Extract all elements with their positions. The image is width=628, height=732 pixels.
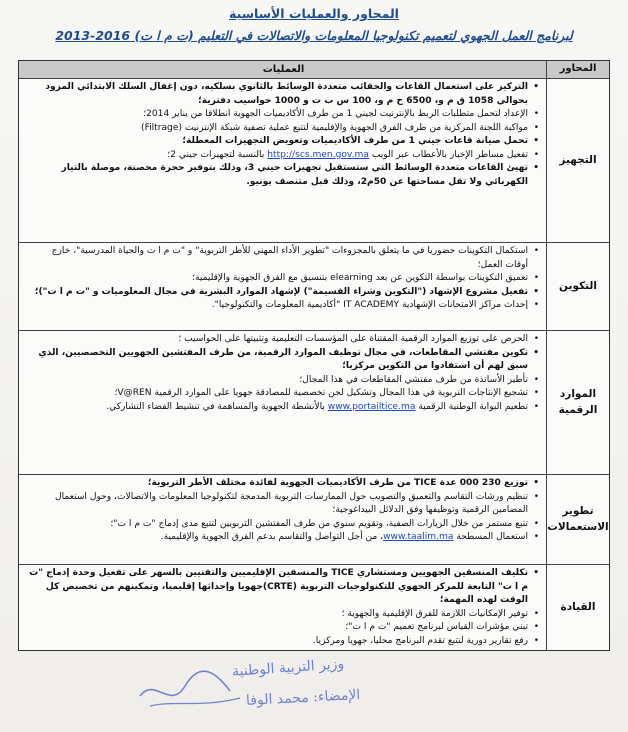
axis-cell: القيادة — [546, 565, 609, 650]
list-item: • إحداث مراكز الامتحانات الإشهادية IT ACADEMY "أكاديمية المعلومات والتكنولوجيا". — [27, 299, 540, 313]
list-item: • تتبع مستمر من خلال الزيارات الصفية، وتقويم سنوي من طرف المفتشين التربويين لتتبع مدى إدماج "ت م ا ت"؛ — [27, 518, 540, 532]
list-item: • توزيع 230 000 عدة TICE من طرف الأكاديميات الجهوية لفائدة مختلف الأطر التربوية؛ — [27, 477, 540, 491]
table-row-leadership — [19, 565, 609, 650]
list-item: • تكليف المنسقين الجهويين ومستشاري TICE والمنسقين الإقليميين والتقنيين بالسهر على تفعيل وحدة إدماج "ت م ا ت" التابعة للمركز الجهوي للتكنولوجيات التربوية (CRTE)جهويا وإحداثها إقليميا، وتمكينهم من تخصيص كل الوقت لهذه المهمة؛ — [27, 567, 540, 608]
operations-cell — [19, 243, 546, 330]
operations-list — [27, 81, 540, 189]
taalim-link[interactable]: www.taalim.ma — [383, 532, 454, 542]
list-item: • تبني مؤشرات القياس لبرنامج تعميم "ت م ا ت"؛ — [27, 621, 540, 635]
list-item: • توفير الإمكانيات اللازمة للفرق الإقليمية والجهوية ؛ — [27, 608, 540, 622]
list-item-text: استعمال المسطحة — [453, 532, 528, 542]
signature-scribble-icon — [130, 656, 250, 716]
list-item: • الإعداد لتحمل متطلبات الربط بالإنترنيت لجيني 1 من طرف الأكاديميات الجهوية انطلاقا من يناير 2014؛ — [27, 108, 540, 122]
list-item: • تفعيل مشروع الإشهاد ("التكوين وشراء القسيمة") لإشهاد الموارد البشرية في مجال المعلوميات و "ت م ا ت")؛ — [27, 286, 540, 300]
column-header-operations: العمليات — [262, 64, 305, 75]
document-title: المحاور والعمليات الأساسية — [229, 6, 399, 21]
table-row-equipment — [19, 79, 609, 243]
signature-text: الإمضاء: محمد الوفا — [245, 687, 361, 709]
ministry-stamp-text: وزير التربية الوطنية — [231, 656, 345, 680]
axis-cell: التكوين — [546, 243, 609, 330]
operations-cell — [19, 475, 546, 564]
operations-list — [27, 477, 540, 545]
scs-link[interactable]: http://scs.men.gov.ma — [267, 149, 369, 160]
table-row-training — [19, 243, 609, 331]
list-item-text: بالنسبة لتجهيزات جيني 2؛ — [167, 149, 268, 160]
list-item: • الحرص على توزيع الموارد الرقمية المقتناة على المؤسسات التعليمية وتثبيتها على الحواسيب ؛ — [27, 333, 540, 347]
table-row-usage-development — [19, 475, 609, 565]
list-item — [27, 149, 540, 163]
list-item — [27, 401, 540, 415]
list-item: • مواكبة اللجنة المركزية من طرف الفرق الجهوية والإقليمية لتتبع عملية تصفية شبكة الإنترنيت (Filtrage) — [27, 122, 540, 136]
signature-stamp — [130, 656, 360, 726]
axes-operations-table — [18, 60, 610, 651]
list-item-text: تفعيل مساطر الإخبار بالأعطاب عبر الويب — [368, 149, 528, 160]
axis-cell: الموارد الرقمية — [546, 331, 609, 474]
operations-list — [27, 245, 540, 313]
operations-list — [27, 333, 540, 414]
list-item: • تنظيم ورشات التقاسم والتعميق والتصويب حول الممارسات التربوية المدمجة لتكنولوجيا المعلومات والاتصالات، وحول استعمال المضامين الرقمية وتوظيفها وفق الدلائل البيداغوجية؛ — [27, 491, 540, 518]
table-header-row — [19, 61, 609, 79]
operations-cell — [19, 79, 546, 242]
list-item: • تحمل صيانة قاعات جيني 1 من طرف الأكاديميات وتعويض التجهيزات المعطلة؛ — [27, 135, 540, 149]
list-item — [27, 531, 540, 545]
operations-list — [27, 567, 540, 648]
operations-cell — [19, 565, 546, 650]
list-item: • التركيز على استعمال القاعات والحقائب متعددة الوسائط بالثانوي بسلكيه، دون إغفال السلك الابتدائي المزود بحوالي 1058 ق م و، 6500 ح م و، 100 س ب ت و 1000 حواسيب دفترية؛ — [27, 81, 540, 108]
list-item: • تعميق التكوينات بواسطة التكوين عن بعد elearning بتنسيق مع الفرق الجهوية والإقليمية؛ — [27, 272, 540, 286]
table-row-digital-resources — [19, 331, 609, 475]
list-item-text: تطعيم البوابة الوطنية الرقمية — [415, 401, 528, 412]
column-header-axes: المحاور — [546, 61, 609, 78]
list-item: • رفع تقارير دورية لتتبع تقدم البرنامج محليا، جهويا ومركزيا. — [27, 635, 540, 649]
list-item: • تشجيع الإنتاجات التربوية في هذا المجال وتشكيل لجن تخصصية للمصادقة جهويا على الموارد الرقمية V@REN؛ — [27, 387, 540, 401]
list-item: • تأطير الأساتذة من طرف مفتشي المقاطعات في هذا المجال؛ — [27, 374, 540, 388]
document-subtitle: لبرنامج العمل الجهوي لتعميم تكنولوجيا المعلومات والاتصالات في التعليم (ت م ا ت) 2016-2013 — [55, 28, 573, 43]
list-item-text: بالأنشطة الجهوية والمساهمة في تنشيط الفضاء التشاركي. — [106, 401, 328, 412]
axis-cell: تطوير الاستعمالات — [546, 475, 609, 564]
list-item-text: ، من أجل التواصل والتقاسم بدعم الفرق الجهوية والإقليمية. — [160, 532, 384, 542]
list-item: • تهيئ القاعات متعددة الوسائط التي ستستقبل تجهيزات جيني 3، وذلك بتوفير حجرة محصنة، موصلة بالتيار الكهربائي ولا تقل مساحتها عن 50م2، وذلك قبل متنصف يونيو. — [27, 162, 540, 189]
list-item: • تكوين مفتشي المقاطعات، في مجال توظيف الموارد الرقمية، من طرف المفتشين الجهويين التخصصيين، الذي سبق لهم أن استفادوا من التكوين مركزيا؛ — [27, 347, 540, 374]
operations-cell — [19, 331, 546, 474]
axis-cell: التجهيز — [546, 79, 609, 242]
list-item: • استكمال التكوينات حضوريا في ما يتعلق بالمجزوءات "تطوير الأداء المهني للأطر التربوية" و "ت م ا ت والحياة المدرسية"، خارج أوقات العمل؛ — [27, 245, 540, 272]
portailtice-link[interactable]: www.portailtice.ma — [327, 401, 416, 412]
